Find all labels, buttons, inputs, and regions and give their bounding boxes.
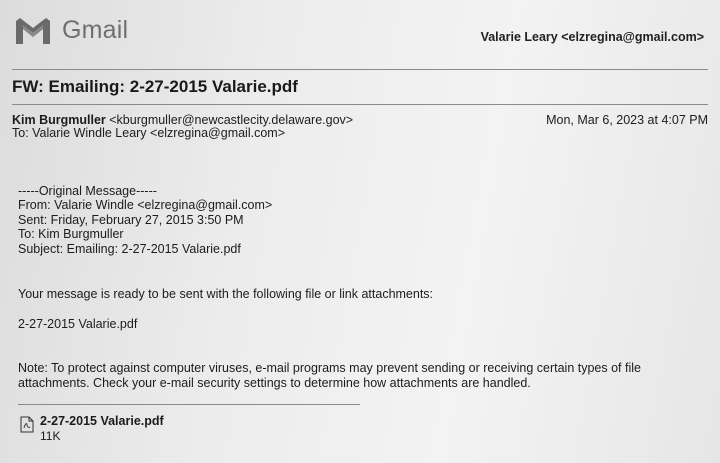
- original-from: From: Valarie Windle <elzregina@gmail.com>: [18, 198, 273, 213]
- attachment-divider: [18, 404, 360, 405]
- email-subject: FW: Emailing: 2-27-2015 Valarie.pdf: [12, 77, 298, 96]
- header-divider: [12, 69, 708, 70]
- gmail-logo: [14, 16, 128, 45]
- original-sent: Sent: Friday, February 27, 2015 3:50 PM: [18, 212, 244, 227]
- sender-email: <kburgmuller@newcastlecity.delaware.gov>: [109, 113, 354, 127]
- attachment-info: [40, 414, 164, 443]
- attachment[interactable]: [20, 414, 164, 443]
- attachment-name[interactable]: 2-27-2015 Valarie.pdf: [40, 414, 164, 428]
- attached-file-line: 2-27-2015 Valarie.pdf: [18, 317, 138, 331]
- attachment-size: 11K: [40, 429, 61, 443]
- recipient-line: To: Valarie Windle Leary <elzregina@gmail.com>: [12, 126, 285, 140]
- virus-note: Note: To protect against computer viruses, e-mail programs may prevent sending or receiving certain types of file attachments. Check your e-mail security settings to determine how attachments are handled.: [18, 361, 641, 390]
- ready-message-line: Your message is ready to be sent with the following file or link attachments:: [18, 287, 434, 301]
- subject-divider: [12, 104, 708, 105]
- sender-name: Kim Burgmuller: [12, 113, 106, 127]
- gmail-m-icon: [14, 17, 52, 45]
- pdf-file-icon: [20, 416, 34, 438]
- sender-line: [12, 113, 353, 127]
- original-to: To: Kim Burgmuller: [18, 227, 124, 242]
- original-message-block: [18, 184, 272, 256]
- gmail-logo-text: Gmail: [62, 16, 129, 44]
- email-date: Mon, Mar 6, 2023 at 4:07 PM: [546, 113, 708, 127]
- account-name: Valarie Leary <elzregina@gmail.com>: [480, 30, 704, 44]
- original-subject: Subject: Emailing: 2-27-2015 Valarie.pdf: [18, 241, 241, 256]
- original-message-marker: -----Original Message-----: [18, 184, 157, 198]
